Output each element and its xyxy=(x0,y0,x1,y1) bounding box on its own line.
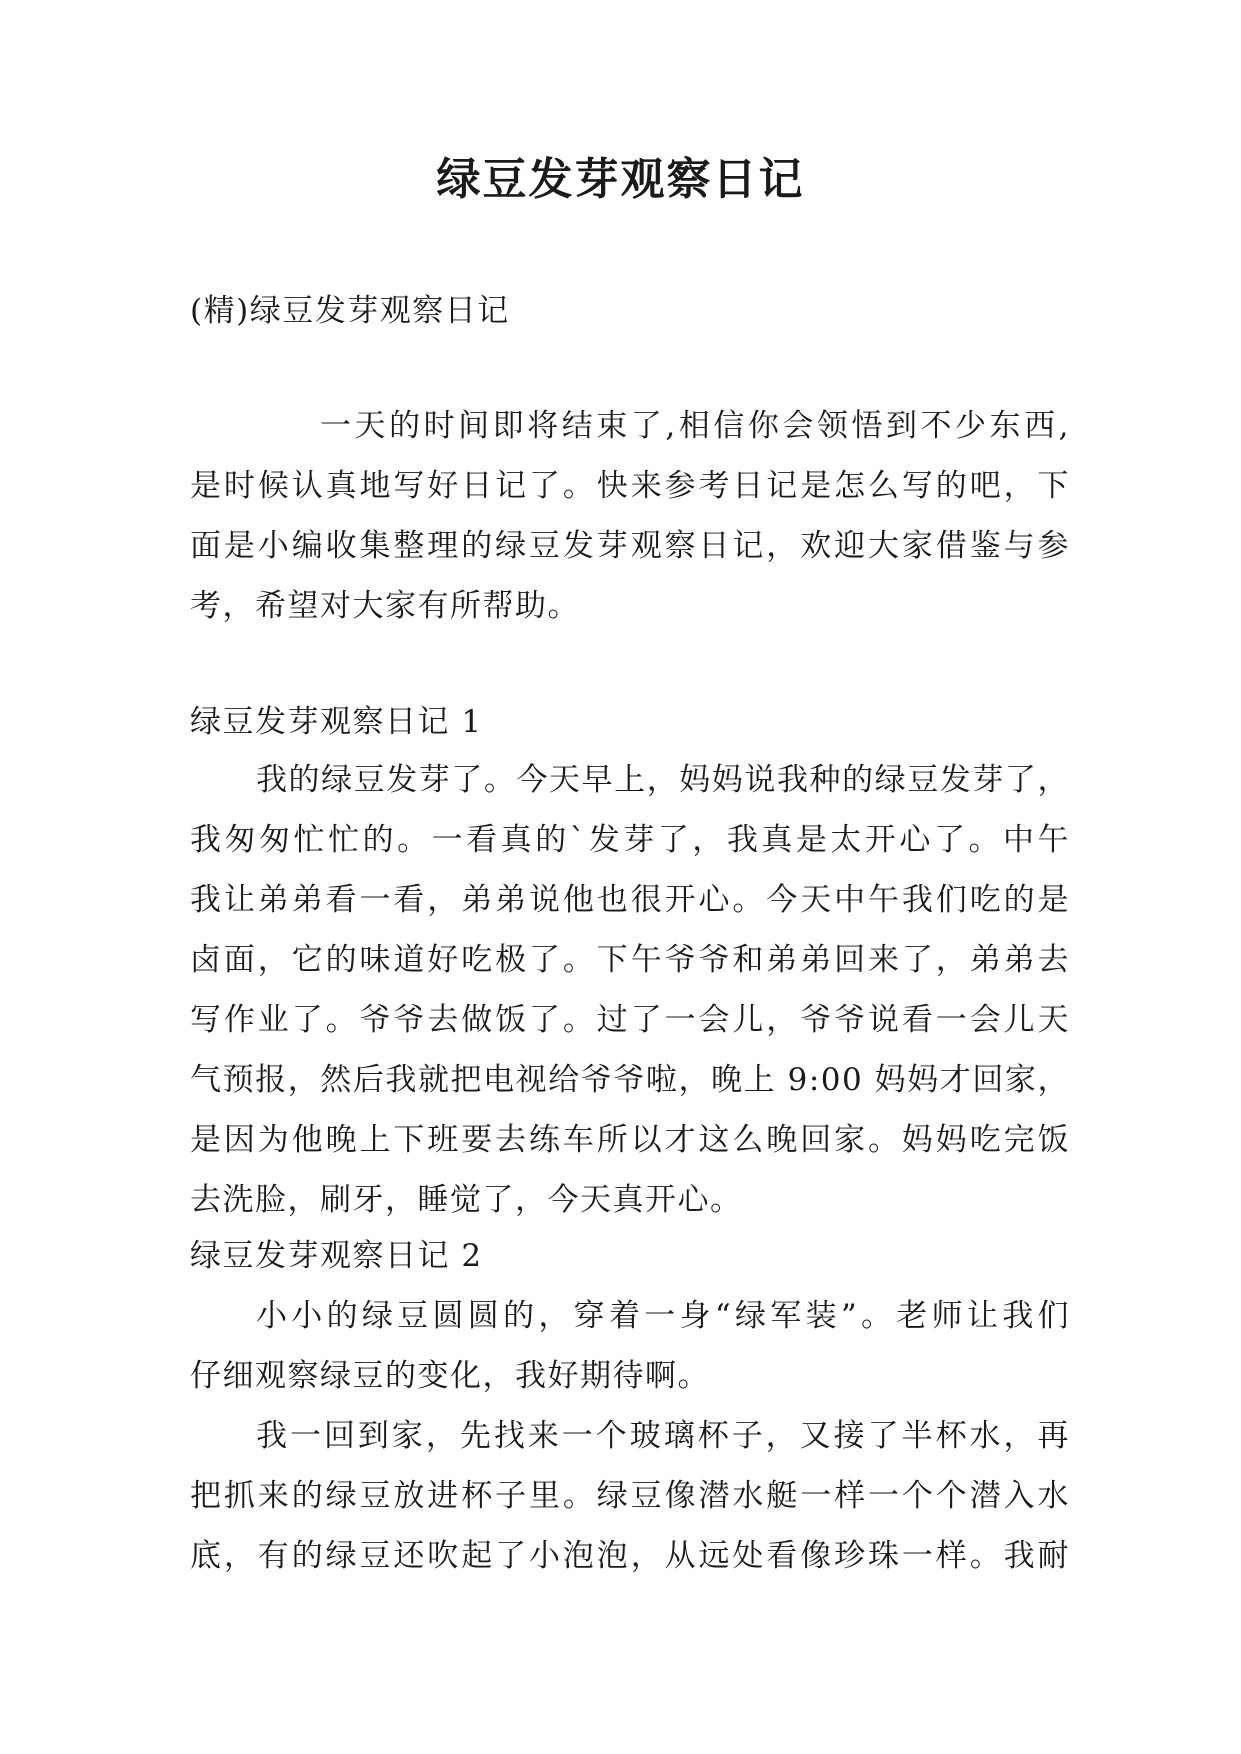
paragraph-line: 底，有的绿豆还吹起了小泡泡，从远处看像珍珠一样。我耐 xyxy=(190,1538,1070,1574)
paragraph-line: 写作业了。爷爷去做饭了。过了一会儿，爷爷说看一会儿天 xyxy=(190,1002,1070,1038)
paragraph-line: 卤面，它的味道好吃极了。下午爷爷和弟弟回来了，弟弟去 xyxy=(190,942,1070,978)
paragraph-line: 仔细观察绿豆的变化，我好期待啊。 xyxy=(190,1358,710,1394)
section-heading: 绿豆发芽观察日记 2 xyxy=(190,1238,483,1274)
document-subtitle: (精)绿豆发芽观察日记 xyxy=(190,293,510,329)
section-heading: 绿豆发芽观察日记 1 xyxy=(190,704,483,740)
paragraph-line: 我的绿豆发芽了。今天早上，妈妈说我种的绿豆发芽了， xyxy=(256,762,1070,798)
paragraph-line: 把抓来的绿豆放进杯子里。绿豆像潜水艇一样一个个潜入水 xyxy=(190,1478,1070,1514)
paragraph-line: 考，希望对大家有所帮助。 xyxy=(190,588,580,624)
paragraph-line: 气预报，然后我就把电视给爷爷啦，晚上 9:00 妈妈才回家， xyxy=(190,1062,1070,1098)
paragraph-line: 去洗脸，刷牙，睡觉了，今天真开心。 xyxy=(190,1182,743,1218)
paragraph-line: 我一回到家，先找来一个玻璃杯子，又接了半杯水，再 xyxy=(256,1418,1070,1454)
paragraph-line: 是因为他晚上下班要去练车所以才这么晚回家。妈妈吃完饭 xyxy=(190,1122,1070,1158)
paragraph-line: 一天的时间即将结束了,相信你会领悟到不少东西, xyxy=(320,408,1070,444)
paragraph-line: 我匆匆忙忙的。一看真的`发芽了，我真是太开心了。中午 xyxy=(190,822,1070,858)
paragraph-line: 我让弟弟看一看，弟弟说他也很开心。今天中午我们吃的是 xyxy=(190,882,1070,918)
paragraph-line: 面是小编收集整理的绿豆发芽观察日记，欢迎大家借鉴与参 xyxy=(190,528,1070,564)
document-title: 绿豆发芽观察日记 xyxy=(436,154,805,205)
paragraph-line: 是时候认真地写好日记了。快来参考日记是怎么写的吧，下 xyxy=(190,468,1070,504)
paragraph-line: 小小的绿豆圆圆的，穿着一身“绿军装”。老师让我们 xyxy=(256,1298,1070,1334)
